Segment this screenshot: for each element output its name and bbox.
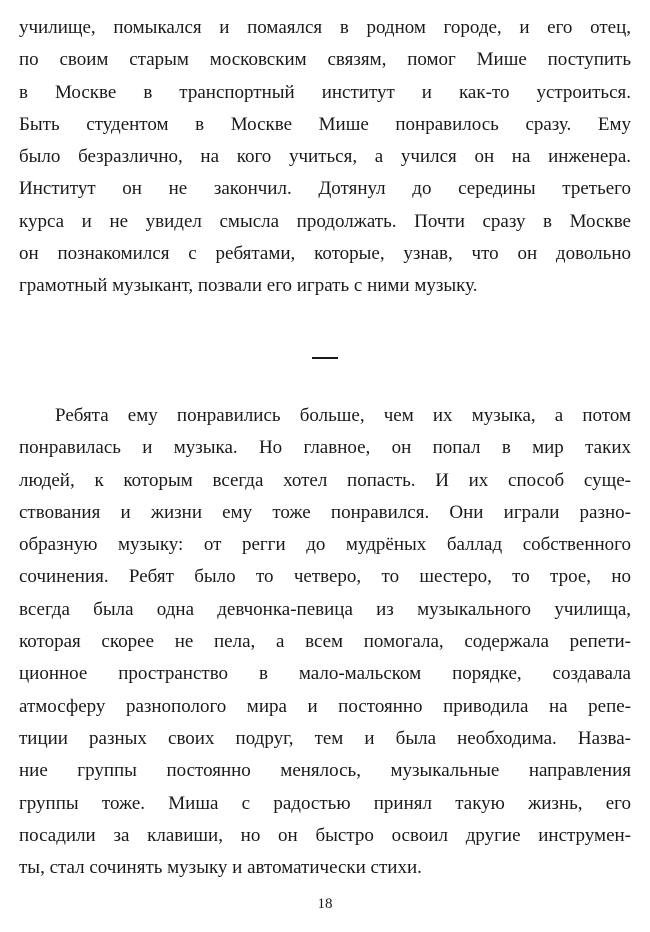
paragraph-2-line-4: ствования и жизни ему тоже понравился. Они играли разно- [19, 501, 631, 523]
paragraph-2-line-1: Ребята ему понравились больше, чем их музыка, а потом [55, 405, 631, 426]
paragraph-1-line-5: было безразлично, на кого учиться, а учился он на инженера. [19, 146, 631, 168]
paragraph-1-line-6: Институт он не закончил. Дотянул до середины третьего [19, 178, 631, 200]
paragraph-2-line-6: сочинения. Ребят было то четверо, то шестеро, то трое, но [19, 566, 631, 588]
paragraph-1 [19, 12, 631, 303]
paragraph-2-line-9: ционное пространство в мало-мальском порядке, создавала [19, 663, 631, 685]
paragraph-2-line-11: тиции разных своих подруг, тем и была необходима. Назва- [19, 727, 631, 749]
paragraph-1-line-2: по своим старым московским связям, помог Мише поступить [19, 49, 631, 71]
paragraph-1-line-1: училище, помыкался и помаялся в родном городе, и его отец, [19, 17, 631, 38]
paragraph-2-line-2: понравилась и музыка. Но главное, он попал в мир таких [19, 437, 631, 459]
page-number: 18 [317, 896, 333, 912]
paragraph-2-line-8: которая скорее не пела, а всем помогала, содержала репети- [19, 631, 631, 653]
paragraph-2-line-14: посадили за клавиши, но он быстро освоил другие инструмен- [19, 824, 631, 846]
section-separator [312, 357, 338, 359]
paragraph-1-line-9: грамотный музыкант, позвали его играть с ними музыку. [19, 275, 478, 297]
paragraph-2-line-15: ты, стал сочинять музыку и автоматически стихи. [19, 857, 422, 879]
paragraph-1-line-7: курса и не увидел смысла продолжать. Почти сразу в Москве [19, 210, 631, 232]
paragraph-2 [19, 400, 631, 884]
paragraph-2-line-5: образную музыку: от регги до мудрёных баллад собственного [19, 534, 631, 556]
paragraph-2-line-12: ние группы постоянно менялось, музыкальные направления [19, 760, 631, 782]
paragraph-2-line-3: людей, к которым всегда хотел попасть. И их способ суще- [19, 469, 631, 491]
paragraph-1-line-3: в Москве в транспортный институт и как-то устроиться. [19, 81, 631, 103]
paragraph-2-line-10: атмосферу разнополого мира и постоянно приводила на репе- [19, 695, 631, 717]
paragraph-2-line-7: всегда была одна девчонка-певица из музыкального училища, [19, 598, 631, 620]
paragraph-1-line-4: Быть студентом в Москве Мише понравилось сразу. Ему [19, 113, 631, 135]
paragraph-2-line-13: группы тоже. Миша с радостью принял такую жизнь, его [19, 792, 631, 814]
paragraph-1-line-8: он познакомился с ребятами, которые, узнав, что он довольно [19, 243, 631, 265]
